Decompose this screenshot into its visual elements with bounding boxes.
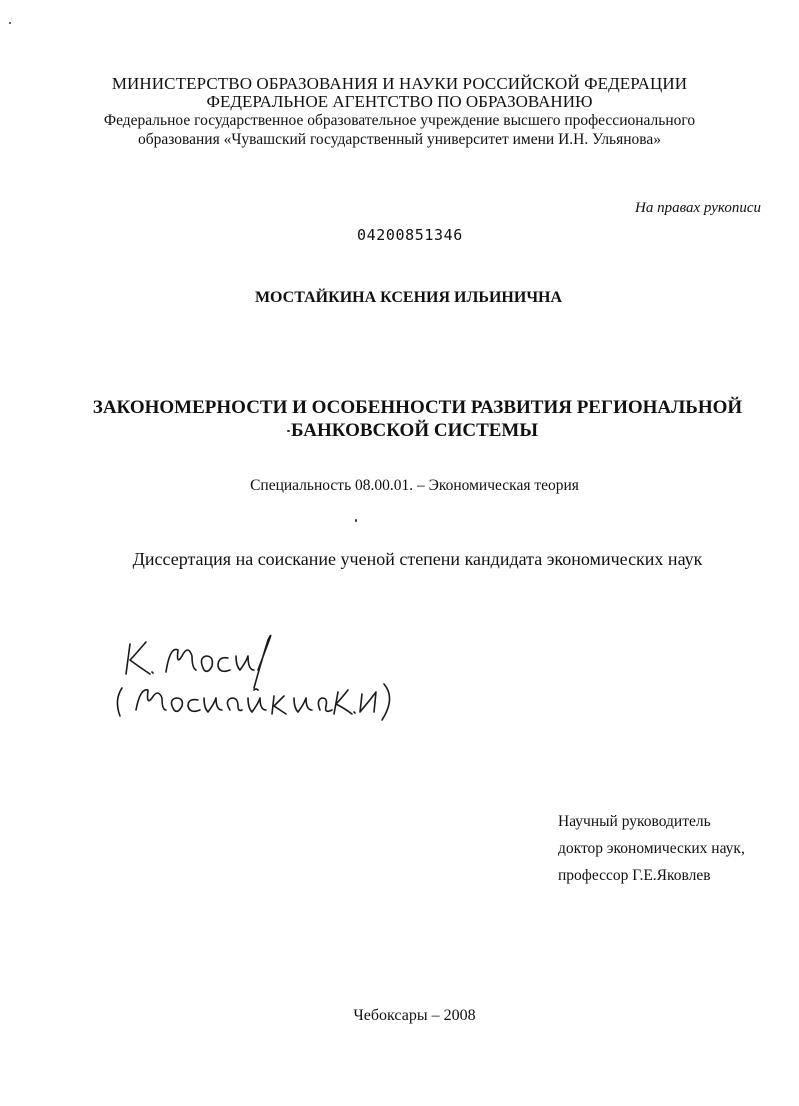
signature-strokes <box>108 626 398 726</box>
supervisor-name: профессор Г.Е.Яковлев <box>558 867 711 884</box>
document-code: 04200851346 <box>357 226 463 244</box>
title-line-2: БАНКОВСКОЙ СИСТЕМЫ <box>290 420 539 441</box>
manuscript-rights-note: На правах рукописи <box>635 200 761 216</box>
dissertation-type-line: Диссертация на соискание ученой степени кандидата экономических наук <box>132 549 703 569</box>
city-year: Чебоксары – 2008 <box>353 1007 476 1024</box>
supervisor-degree: доктор экономических наук, <box>558 840 745 857</box>
ministry-line: МИНИСТЕРСТВО ОБРАЗОВАНИЯ И НАУКИ РОССИЙСКОЙ ФЕДЕРАЦИИ <box>111 74 688 93</box>
scan-speck <box>9 22 11 24</box>
specialty-line: Специальность 08.00.01. – Экономическая теория <box>250 477 579 494</box>
supervisor-role: Научный руководитель <box>558 813 711 830</box>
title-line-1: ЗАКОНОМЕРНОСТИ И ОСОБЕННОСТИ РАЗВИТИЯ РЕГИОНАЛЬНОЙ <box>92 397 743 418</box>
scan-speck <box>355 519 357 522</box>
handwritten-signature <box>108 626 398 726</box>
supervisor-block <box>558 808 745 889</box>
author-name: МОСТАЙКИНА КСЕНИЯ ИЛЬИНИЧНА <box>254 289 563 306</box>
agency-line: ФЕДЕРАЛЬНОЕ АГЕНТСТВО ПО ОБРАЗОВАНИЮ <box>206 92 593 111</box>
institution-line-2: образования «Чувашский государственный университет имени И.Н. Ульянова» <box>137 131 662 148</box>
institution-line-1: Федеральное государственное образовательное учреждение высшего профессионального <box>103 112 696 129</box>
